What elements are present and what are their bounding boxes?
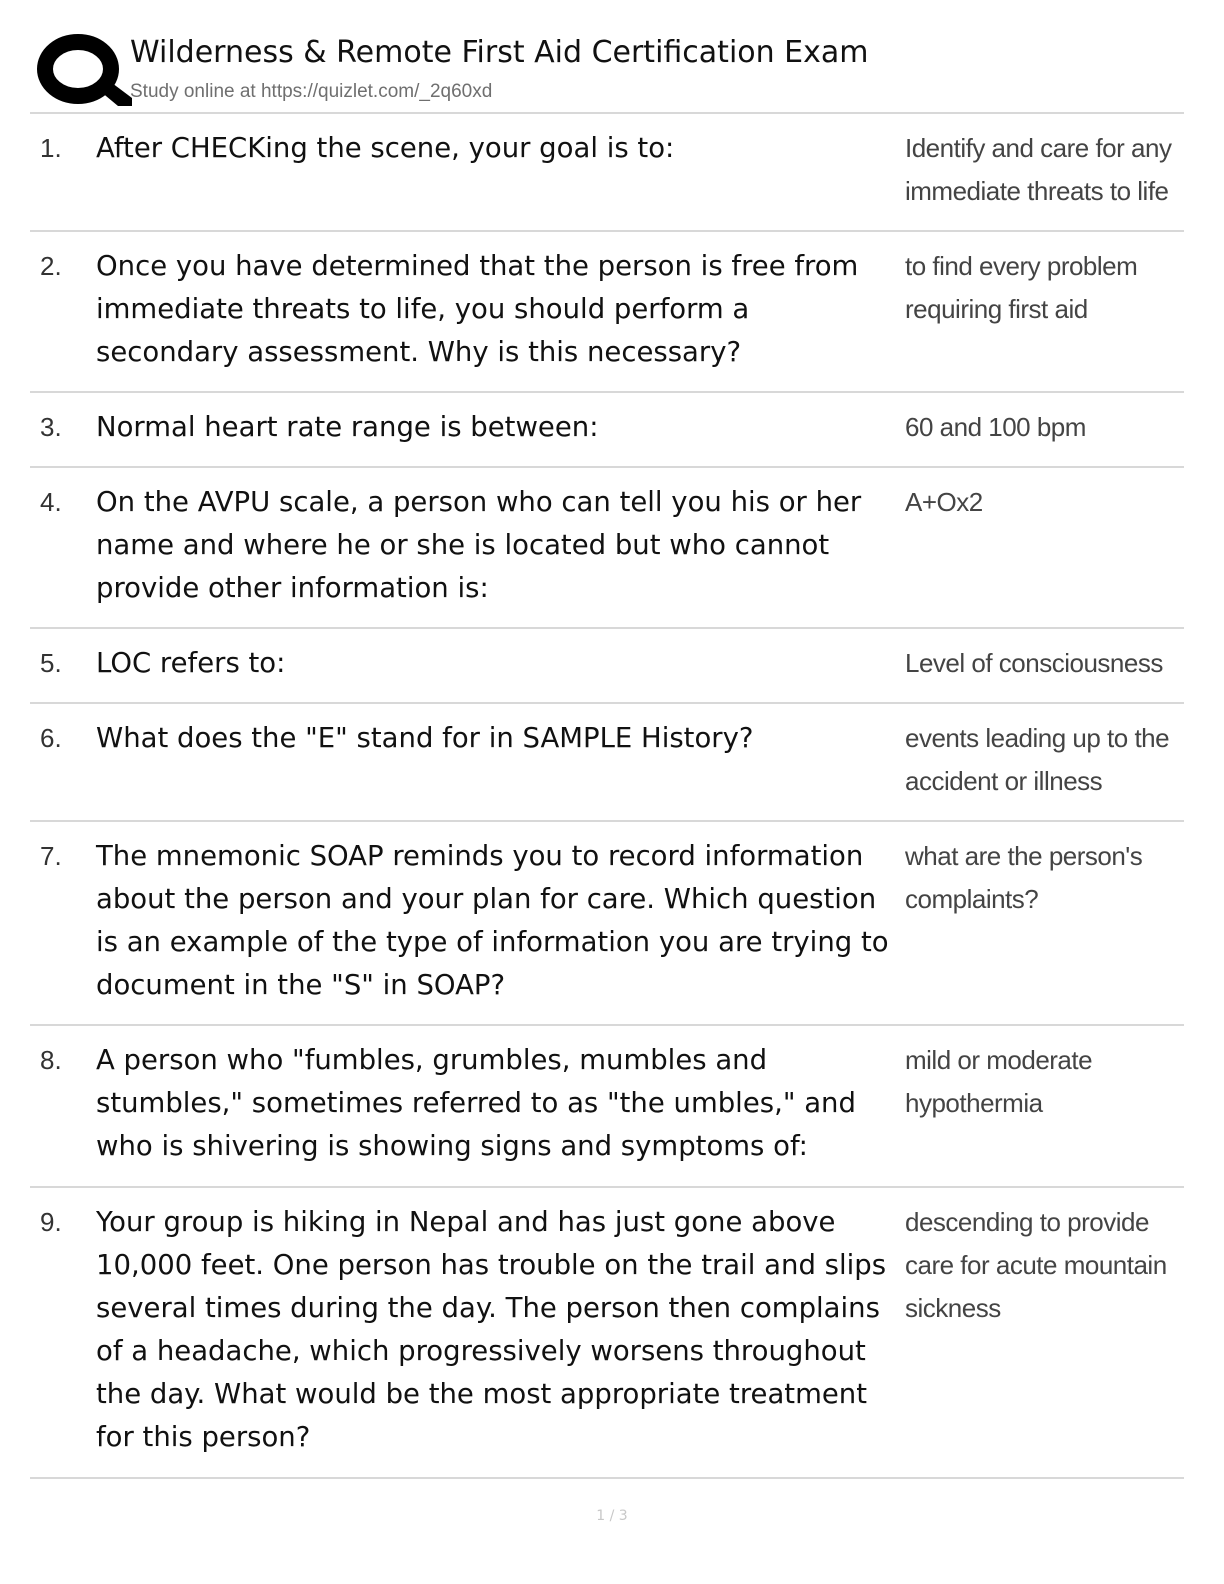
item-number: 4.: [40, 487, 62, 517]
answer-text: descending to provide care for acute mountain sickness: [905, 1207, 1167, 1323]
qa-row: [30, 629, 1184, 704]
question-text: Once you have determined that the person is free from immediate threats to life, you should perform a secondary assessment. Why is this necessary?: [96, 250, 859, 368]
question-text: The mnemonic SOAP reminds you to record information about the person and your plan for care. Which question is an example of the type of information you are trying to document in the "S" in SOAP?: [96, 840, 889, 1001]
item-number: 8.: [40, 1045, 62, 1075]
item-number: 3.: [40, 412, 62, 442]
page-number: 1 / 3: [596, 1508, 628, 1524]
qa-row: [30, 468, 1184, 629]
question-text: On the AVPU scale, a person who can tell you his or her name and where he or she is located but who cannot provide other information is:: [96, 486, 862, 604]
answer-text: what are the person's complaints?: [905, 841, 1143, 914]
study-online-link[interactable]: Study online at https://quizlet.com/_2q60xd: [130, 81, 493, 102]
item-number: 2.: [40, 251, 62, 281]
qa-row: [30, 822, 1184, 1026]
answer-text: Level of consciousness: [905, 648, 1163, 678]
qa-row: [30, 1026, 1184, 1188]
item-number: 9.: [40, 1207, 62, 1237]
page-header: [30, 28, 1190, 114]
question-text: A person who "fumbles, grumbles, mumbles and stumbles," sometimes referred to as "the umbles," and who is shivering is showing signs and symptoms of:: [96, 1044, 856, 1162]
answer-text: A+Ox2: [905, 487, 983, 517]
item-number: 1.: [40, 133, 62, 163]
answer-text: mild or moderate hypothermia: [905, 1045, 1093, 1118]
question-text: What does the "E" stand for in SAMPLE History?: [96, 722, 754, 754]
question-text: Normal heart rate range is between:: [96, 411, 599, 443]
question-text: After CHECKing the scene, your goal is to:: [96, 132, 675, 164]
question-text: LOC refers to:: [96, 647, 286, 679]
document-title: Wilderness & Remote First Aid Certification Exam: [130, 35, 869, 70]
item-number: 7.: [40, 841, 62, 871]
quizlet-q-logo-icon: [32, 32, 132, 108]
qa-row: [30, 114, 1184, 232]
question-answer-list: [30, 114, 1184, 1479]
qa-row: [30, 393, 1184, 468]
answer-text: Identify and care for any immediate threats to life: [905, 133, 1172, 206]
item-number: 5.: [40, 648, 62, 678]
qa-row: [30, 1188, 1184, 1479]
answer-text: 60 and 100 bpm: [905, 412, 1086, 442]
item-number: 6.: [40, 723, 62, 753]
answer-text: to find every problem requiring first aid: [905, 251, 1138, 324]
qa-row: [30, 232, 1184, 393]
answer-text: events leading up to the accident or illness: [905, 723, 1170, 796]
qa-row: [30, 704, 1184, 822]
question-text: Your group is hiking in Nepal and has just gone above 10,000 feet. One person has trouble on the trail and slips several times during the day. The person then complains of a headache, which progressively worsens throughout the day. What would be the most appropriate treatment for this person?: [96, 1206, 887, 1453]
